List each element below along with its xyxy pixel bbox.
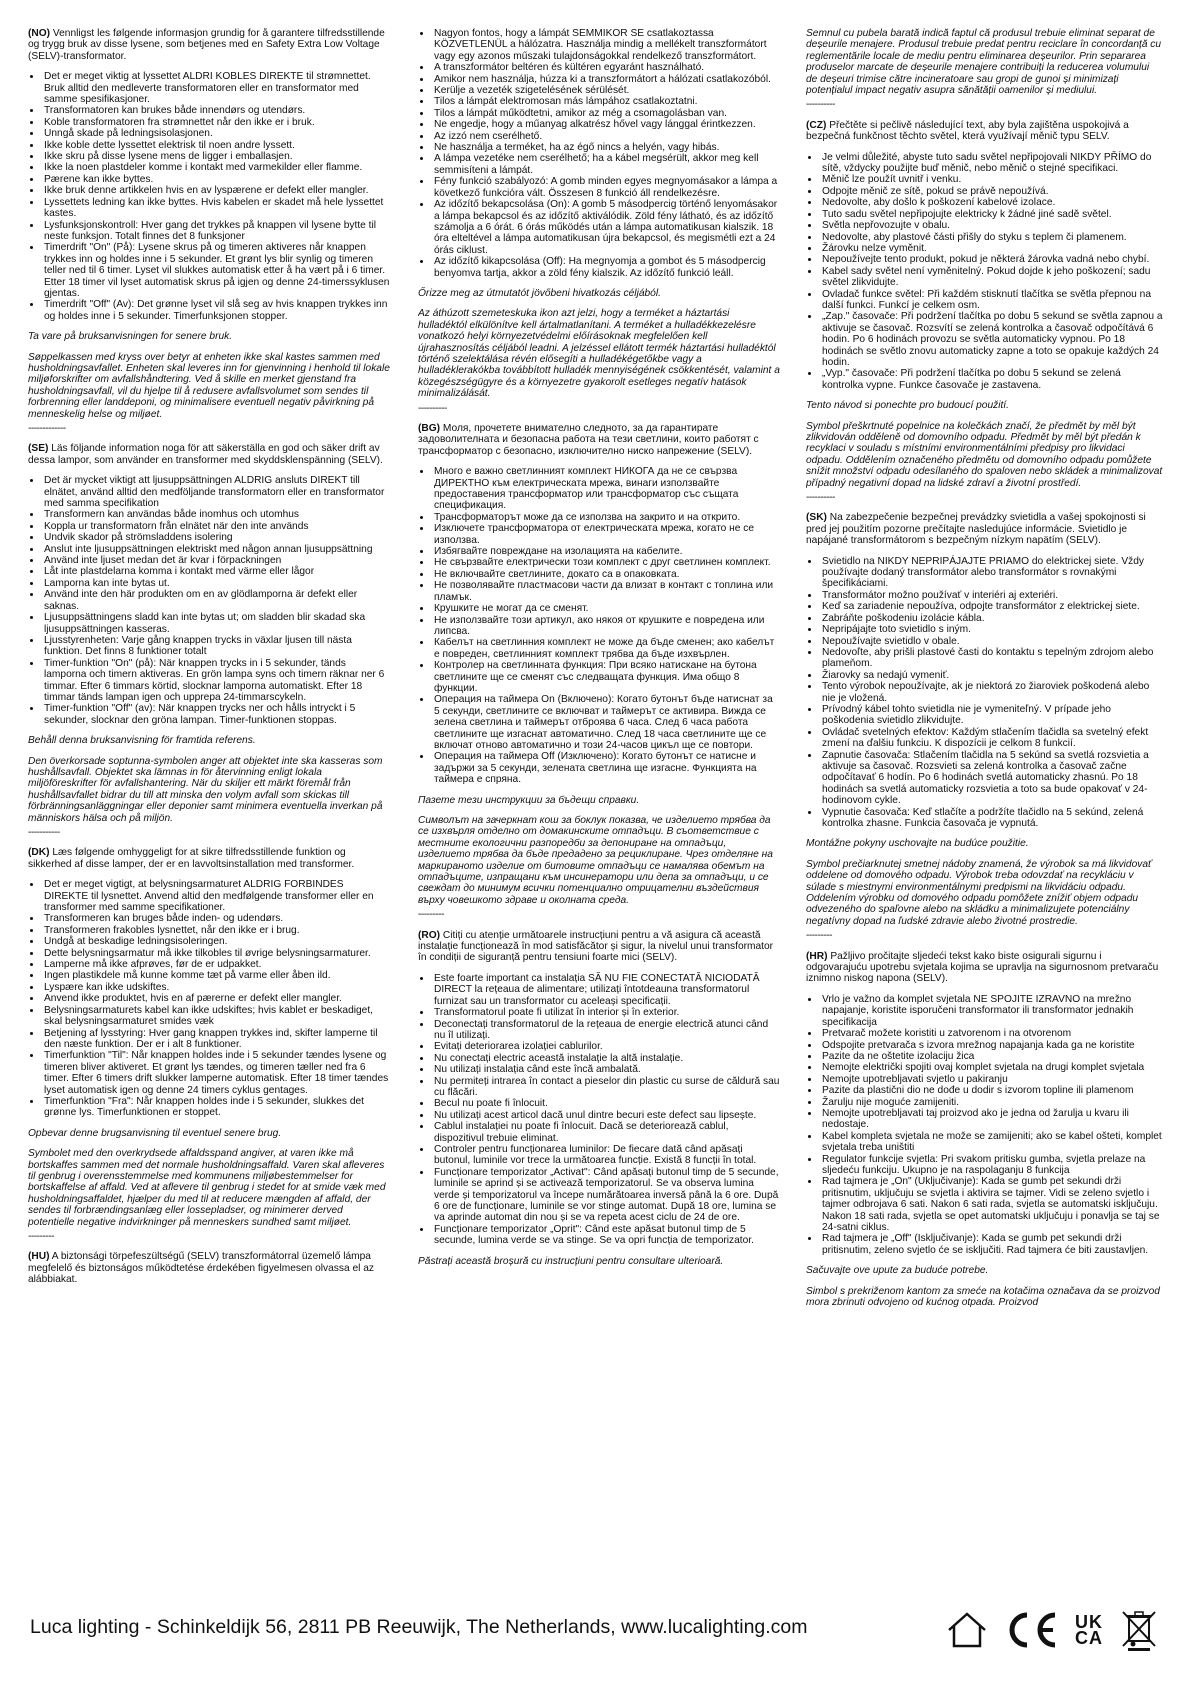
list-item: • Deconectați transformatorul de la rețeaua de energie electrică atunci când nu îl utilizați. bbox=[432, 1019, 780, 1042]
keep-instructions-note: Sačuvajte ove upute za buduće potrebe. bbox=[806, 1265, 989, 1277]
list-item: • Funcționare temporizator „Activat": Când apăsați butonul timp de 5 secunde, luminile se aprind și se activează temporizatorul. Se va observa lumina verde și temporizatorul va începe numărătoarea inversă până la 6 ore. După 6 ore de funcționare, luminile se vor stinge automat. După 18 ore, lumina se va aprinde automat din nou și se va repeta acest ciclu de 24 de ore. bbox=[432, 1167, 780, 1224]
disposal-symbol-text: Символът на зачеркнат кош за боклук показва, че изделието трябва да се изхвърля отделно от домакинските отпадъци. В съответствие с местните екологични разпоредби за депониране на отпадъци, изделието трябва да бъде предадено за рециклиране. Чрез отделяне на маркираното изделие от битовите отпадъци се намалява обемът на отпадъците, изпращани към инсинератори или депа за отпадъци, и се свеждат до минимум всички потенциално отрицателни въздействия върху човешкото здраве и околната среда. bbox=[418, 815, 773, 906]
list-item: • Nedovolte, aby došlo k poškození kabelové izolace. bbox=[820, 197, 1163, 208]
list-item: • Nu conectați electric această instalație la altă instalație. bbox=[432, 1053, 780, 1064]
list-item: • Timerfunktion "Til": Når knappen holdes inde i 5 sekunder tændes lysene og timeren bliver aktiveret. Et grønt lys tændes, og timeren tæller ned fra 6 timer. Efter 6 timers drift slukker lamperne automatisk. Efter 18 timer tændes lyset automatisk igen og denne 24 timers cyklus gentages. bbox=[42, 1050, 390, 1096]
column-2 bbox=[418, 28, 780, 1598]
list-item: • Не използвайте този артикул, ако някоя от крушките е повредена или липсва. bbox=[432, 615, 780, 638]
list-item: • Ne használja a terméket, ha az égő nincs a helyén, vagy hibás. bbox=[432, 142, 780, 153]
language-code: (SE) bbox=[28, 443, 49, 455]
list-item: • Rad tajmera je „Off" (Isključivanje): Kada se gumb pet sekundi drži pritisnutim, zeleno svjetlo će se isključiti. Rad tajmera će biti zaustavljen. bbox=[820, 1233, 1163, 1256]
disposal-symbol-text: Symbolet med den overkrydsede affaldsspand angiver, at varen ikke må bortskaffes sammen med det normale husholdningsaffald. Varen skal afleveres til genbrug i overensstemmelse med kommunens miljøbestemmelser for bortskaffelse af affald. Ved at aflevere til genbrug i stedet for at smide væk med husholdningsaffaldet, hjælper du med til at reducere mængden af affald, der sendes til forbrændingsanlæg eller lossepladser, og minimerer derved potentielle negative indvirkninger på menneskers sundhed samt miljøet. bbox=[28, 1148, 386, 1228]
instruction-list bbox=[28, 879, 390, 1119]
list-item: • Nepoužívejte tento produkt, pokud je některá žárovka vadná nebo chybí. bbox=[820, 254, 1163, 265]
keep-instructions-note: Пазете тези инструкции за бъдещи справки. bbox=[418, 794, 640, 806]
ukca-mark-icon bbox=[1075, 1614, 1103, 1646]
list-item: • Lyssettets ledning kan ikke byttes. Hvis kabelen er skadet må hele lyssettet kastes. bbox=[42, 197, 390, 220]
ukca-line-1: UK bbox=[1075, 1612, 1103, 1632]
list-item: • Ljusuppsättningens sladd kan inte bytas ut; om sladden blir skadad ska ljusuppsättningen kasseras. bbox=[42, 612, 390, 635]
list-item: • Pazite da ne oštetite izolaciju žica bbox=[820, 1051, 1163, 1062]
list-item: • Ikke skru på disse lysene mens de ligger i emballasjen. bbox=[42, 151, 390, 162]
list-item: • Det är mycket viktigt att ljusuppsättningen ALDRIG ansluts DIREKT till elnätet, använd alltid den medföljande transformatorn eller en transformator med samma specifikation bbox=[42, 475, 390, 509]
list-item: • Lysfunksjonskontroll: Hver gang det trykkes på knappen vil lysene bytte til neste funksjon. Totalt finnes det 8 funksjoner bbox=[42, 220, 390, 243]
keep-instructions-note: Tento návod si ponechte pro budoucí použití. bbox=[806, 400, 1009, 412]
keep-instructions-note: Őrizze meg az útmutatót jövőbeni hivatkozás céljából. bbox=[418, 287, 661, 299]
ukca-line-2: CA bbox=[1075, 1628, 1103, 1648]
section-separator: ------------- bbox=[28, 423, 66, 434]
section-intro bbox=[418, 423, 780, 457]
instruction-list bbox=[806, 994, 1163, 1256]
instruction-list bbox=[28, 71, 390, 322]
language-code: (SK) bbox=[806, 512, 827, 524]
instruction-list bbox=[806, 152, 1163, 392]
disposal-symbol-text: Den överkorsade soptunna-symbolen anger att objektet inte ska kasseras som hushållsavfall. Objektet ska lämnas in för återvinning enligt lokala miljöföreskrifter för avfallshantering. När du skiljer ett märkt föremål från hushållsavfallet bidrar du till att minska den volym avfall som skickas till förbränningsanläggningar eller deponier samt minimera eventuella inverkan på människors hälsa och på miljön. bbox=[28, 755, 383, 824]
language-code: (HR) bbox=[806, 950, 828, 962]
list-item: • Rad tajmera je „On" (Uključivanje): Kada se gumb pet sekundi drži pritisnutim, uključuju se svjetla i aktivira se tajmer. Vidi se zeleno svjetlo i tajmer odbrojava 6 sati. Nakon 6 sati rada, svjetla se automatski isključuju. Nakon 18 sati rada, svjetla se opet automatski uključuju i ponavlja se taj se 24-satni ciklus. bbox=[820, 1176, 1163, 1233]
list-item: • Крушките не могат да се сменят. bbox=[432, 603, 780, 614]
instruction-sheet bbox=[28, 28, 1163, 1598]
list-item: • Ne engedje, hogy a műanyag alkatrész hővel vagy lánggal érintkezzen. bbox=[432, 119, 780, 130]
section-separator: ---------- bbox=[418, 402, 447, 414]
list-item: • Lyspære kan ikke udskiftes. bbox=[42, 982, 390, 993]
list-item: • Amikor nem használja, húzza ki a transzformátort a hálózati csatlakozóból. bbox=[432, 74, 780, 85]
list-item: • A transzformátor beltéren és kültéren egyaránt használható. bbox=[432, 62, 780, 73]
list-item: • Ikke koble dette lyssettet elektrisk til noen andre lyssett. bbox=[42, 140, 390, 151]
intro-text: Vennligst les følgende informasjon grundig for å garantere tilfredsstillende og trygg bruk av disse lysene, som betjenes med en Safety Extra Low Voltage (SELV)-transformator. bbox=[28, 28, 385, 62]
list-item: • Žarulju nije moguće zamijeniti. bbox=[820, 1097, 1163, 1108]
list-item: • Pretvarač možete koristiti u zatvorenom i na otvorenom bbox=[820, 1028, 1163, 1039]
list-item: • Odpojte měnič ze sítě, pokud se právě nepoužívá. bbox=[820, 186, 1163, 197]
list-item: • Nagyon fontos, hogy a lámpát SEMMIKOR SE csatlakoztassa KÖZVETLENÜL a hálózatra. Használja mindig a mellékelt transzformátort vagy egy azonos műszaki tulajdonságokkal rendelkező transzformátort. bbox=[432, 28, 780, 62]
list-item: • Ikke bruk denne artikkelen hvis en av lyspærene er defekt eller mangler. bbox=[42, 185, 390, 196]
indoor-use-icon bbox=[945, 1610, 989, 1650]
list-item: • Svietidlo na NIKDY NEPRIPÁJAJTE PRIAMO do elektrickej siete. Vždy používajte dodaný transformátor alebo transformátor s rovnakými špecifikáciami. bbox=[820, 556, 1163, 590]
disposal-symbol-text: Symbol přeškrtnuté popelnice na kolečkách značí, že předmět by měl být zlikvidován odděleně od domovního odpadu. Předmět by měl být předán k recyklaci v souladu s místními environmentálními předpisy pro likvidaci odpadu. Oddělením označeného předmětu od domovního odpadu pomůžete snížit množství odpadu odesílaného do spaloven nebo skládek a minimalizovat případný negativní dopad na lidské zdraví a životní prostředí. bbox=[806, 420, 1163, 489]
list-item: • Не включвайте светлините, докато са в опаковката. bbox=[432, 569, 780, 580]
language-code: (HU) bbox=[28, 1251, 50, 1263]
list-item: • Belysningsarmaturets kabel kan ikke udskiftes; hvis kablet er beskadiget, skal belysningsarmaturet smides væk bbox=[42, 1005, 390, 1028]
list-item: • Det er meget vigtigt, at belysningsarmaturet ALDRIG FORBINDES DIREKTE til lysnettet. Anvend altid den medfølgende transformer eller en transformer med samme specifikationer. bbox=[42, 879, 390, 913]
section-intro bbox=[28, 847, 390, 870]
footer bbox=[30, 1608, 1165, 1648]
list-item: • Anvend ikke produktet, hvis en af pærerne er defekt eller mangler. bbox=[42, 993, 390, 1004]
list-item: • Tilos a lámpát működtetni, amikor az még a csomagolásban van. bbox=[432, 108, 780, 119]
intro-text: Моля, прочетете внимателно следното, за да гарантирате задоволителната и безопасна работа на тези светлини, които работят с трансформатор с безопасно, изключително ниско напрежение (SELV). bbox=[418, 423, 759, 457]
list-item: • Je velmi důležité, abyste tuto sadu světel nepřipojovali NIKDY PŘÍMO do sítě, vždycky použijte buď měnič, nebo měnič o stejné specifikaci. bbox=[820, 152, 1163, 175]
disposal-symbol-text: Simbol s prekriženom kantom za smeće na kotačima označava da se proizvod mora zbrinuti odvojeno od kućnog otpada. Proizvod bbox=[806, 1285, 1160, 1309]
instruction-list bbox=[418, 973, 780, 1247]
intro-text: A biztonsági törpefeszültségű (SELV) transzformátorral üzemelő lámpa megfelelő és biztonságos működtetése érdekében figyelmesen olvassa el az alábbiakat. bbox=[28, 1251, 375, 1286]
section-intro bbox=[806, 120, 1163, 143]
list-item: • Tilos a lámpát elektromosan más lámpához csatlakoztatni. bbox=[432, 96, 780, 107]
list-item: • Este foarte important ca instalația SĂ NU FIE CONECTATĂ NICIODATĂ DIRECT la rețeaua de alimentare; utilizați întotdeauna transformatorul furnizat sau un transformator cu aceleași specificații. bbox=[432, 973, 780, 1007]
language-code: (DK) bbox=[28, 847, 50, 859]
list-item: • Nu permiteți intrarea în contact a pieselor din plastic cu surse de căldură sau cu flăcări. bbox=[432, 1076, 780, 1099]
list-item: • Vypnutie časovača: Keď stlačíte a podržíte tlačidlo na 5 sekúnd, zelená kontrolka zhasne. Funkcia časovača je vypnutá. bbox=[820, 807, 1163, 830]
list-item: • Pazite da plastični dio ne dođe u dodir s izvorom topline ili plamenom bbox=[820, 1085, 1163, 1096]
list-item: • Fény funkció szabályozó: A gomb minden egyes megnyomásakor a lámpa a következő funkcióra vált. Összesen 8 funkció áll rendelkezésre. bbox=[432, 176, 780, 199]
section-intro bbox=[418, 930, 780, 964]
list-item: • Světla nepřovozujte v obalu. bbox=[820, 220, 1163, 231]
list-item: • Timer-funktion "Off" (av): När knappen trycks ner och hålls intryckt i 5 sekunder, slocknar den gröna lampan. Timer-funktionen stoppas. bbox=[42, 703, 390, 726]
intro-text: Läs följande information noga för att säkerställa en god och säker drift av dessa lampor, som använder en transformer med skyddsklenspänning (SELV). bbox=[28, 443, 383, 466]
intro-text: Citiți cu atenție următoarele instrucțiuni pentru a vă asigura că această instalație funcționează în mod satisfăcător și sigur, la nivelul unui transformator în condiții de siguranță pentru tensiuni foarte mici (SELV). bbox=[418, 929, 774, 964]
list-item: • Transformátor možno používať v interiéri aj exteriéri. bbox=[820, 590, 1163, 601]
list-item: • Kabel kompleta svjetala ne može se zamijeniti; ako se kabel ošteti, komplet svjetala treba uništiti bbox=[820, 1131, 1163, 1154]
list-item: • Tuto sadu světel nepřipojujte elektricky k žádné jiné sadě světel. bbox=[820, 209, 1163, 220]
list-item: • Žárovku nelze vyměnit. bbox=[820, 243, 1163, 254]
list-item: • Keď sa zariadenie nepoužíva, odpojte transformátor z elektrickej siete. bbox=[820, 601, 1163, 612]
list-item: • Lamperne må ikke afprøves, før de er udpakket. bbox=[42, 959, 390, 970]
section-separator: ----------- bbox=[28, 827, 60, 838]
list-item: • Koppla ur transformatorn från elnätet när den inte används bbox=[42, 521, 390, 532]
disposal-symbol-text: Symbol prečiarknutej smetnej nádoby znamená, že výrobok sa má likvidovať oddelene od domového odpadu. Výrobok treba odovzdať na recykláciu v súlade s miestnymi environmentálnymi predpismi na likvidáciu odpadu. Oddelením výrobku od domového odpadu pomôžete znížiť objem odpadu odvezeného do spaľovne alebo na skládku a minimalizujete potenciálny negatívny dopad na ľudské zdravie alebo životné prostredie. bbox=[806, 858, 1152, 927]
section-separator: ---------- bbox=[806, 99, 835, 111]
intro-text: Pažljivo pročitajte sljedeći tekst kako biste osigurali sigurnu i odgovarajuću upotrebu svjetala kojima se upravlja na sigurnosnom pretvaraču iznimno niskog napona (SELV). bbox=[806, 950, 1159, 985]
list-item: • Nu utilizați acest articol dacă unul dintre becuri este defect sau lipsește. bbox=[432, 1110, 780, 1121]
instruction-list bbox=[418, 28, 780, 279]
list-item: • „Zap." časovače: Při podržení tlačítka po dobu 5 sekund se světla zapnou a aktivuje se časovač. Rozsvítí se zelená kontrolka a časovač odpočítává 6 hodin. Po 6 hodinách provozu se světla automaticky vypnou. Po 18 hodinách se světlo znovu automaticky zapne a toto se opakuje každých 24 hodin. bbox=[820, 311, 1163, 368]
list-item: • Pærene kan ikke byttes. bbox=[42, 174, 390, 185]
list-item: • Lamporna kan inte bytas ut. bbox=[42, 578, 390, 589]
list-item: • Odspojite pretvarača s izvora mrežnog napajanja kada ga ne koristite bbox=[820, 1040, 1163, 1051]
list-item: • Ovládač svetelných efektov: Každým stlačením tlačidla sa svetelný efekt zmení na ďalšiu funkciu. K dispozícii je celkom 8 funkcií. bbox=[820, 727, 1163, 750]
section-intro bbox=[806, 951, 1163, 985]
column-3 bbox=[806, 28, 1163, 1598]
list-item: • Undgå at beskadige ledningsisoleringen. bbox=[42, 936, 390, 947]
keep-instructions-note: Montážne pokyny uschovajte na budúce použitie. bbox=[806, 838, 1029, 850]
language-code: (NO) bbox=[28, 28, 51, 39]
list-item: • Betjening af lysstyring: Hver gang knappen trykkes ind, skifter lamperne til den næste funktion. Der er i alt 8 funktioner. bbox=[42, 1028, 390, 1051]
keep-instructions-note: Ta vare på bruksanvisningen for senere bruk. bbox=[28, 331, 233, 343]
section-separator: ---------- bbox=[806, 492, 835, 504]
list-item: • Nedovoľte, aby prišli plastové časti do kontaktu s tepelným zdrojom alebo plameňom. bbox=[820, 647, 1163, 670]
list-item: • Měnič lze použít uvnitř i venku. bbox=[820, 174, 1163, 185]
keep-instructions-note: Behåll denna bruksanvisning för framtida referens. bbox=[28, 735, 256, 747]
list-item: • Evitați deteriorarea izolației cablurilor. bbox=[432, 1041, 780, 1052]
list-item: • Det er meget viktig at lyssettet ALDRI KOBLES DIREKTE til strømnettet. Bruk alltid den medleverte transformatoren eller en transformator med samme spesifikasjoner. bbox=[42, 71, 390, 105]
list-item: • Tento výrobok nepoužívajte, ak je niektorá zo žiaroviek poškodená alebo nie je vložená. bbox=[820, 681, 1163, 704]
keep-instructions-note: Păstrați această broșură cu instrucțiuni pentru consultare ulterioară. bbox=[418, 1255, 724, 1267]
section-intro bbox=[28, 443, 390, 466]
language-code: (CZ) bbox=[806, 119, 827, 131]
list-item: • Unngå skade på ledningsisolasjonen. bbox=[42, 128, 390, 139]
list-item: • Ljusstyrenheten: Varje gång knappen trycks in växlar ljusen till nästa funktion. Det finns 8 funktioner totalt bbox=[42, 635, 390, 658]
list-item: • Transformatoren kan brukes både innendørs og utendørs. bbox=[42, 105, 390, 116]
list-item: • Изключете трансформатора от електрическата мрежа, когато не се използва. bbox=[432, 523, 780, 546]
list-item: • Använd inte ljuset medan det är kvar i förpackningen bbox=[42, 555, 390, 566]
section-intro bbox=[28, 1251, 390, 1285]
list-item: • Zapnutie časovača: Stlačením tlačidla na 5 sekúnd sa svetlá rozsvietia a aktivuje sa časovač. Rozsvieti sa zelená kontrolka a časovač začne odpočítavať 6 hodín. Po 6 hodinách svetlá automaticky zhasnú. Po 18 hodinách sa svetlá automaticky rozsvietia a toto sa bude opakovať v 24-hodinovom cykle. bbox=[820, 750, 1163, 807]
section-separator: --------- bbox=[806, 930, 833, 942]
list-item: • Операция на таймера On (Включено): Когато бутонът бъде натиснат за 5 секунди, светлините се включват и таймерът се активира. Вижда се зелена светлина и таймерът отброява 6 часа. След 6 часа работа светлините ще изгаснат автоматично. След 18 часа светлините ще се включат отново автоматично и този 24-часов цикъл ще се повтори. bbox=[432, 694, 780, 751]
instruction-list bbox=[806, 556, 1163, 830]
section-separator: --------- bbox=[418, 909, 445, 921]
disposal-symbol-text: Az áthúzott szemeteskuka ikon azt jelzi, hogy a terméket a háztartási hulladéktól elkülönítve kell ártalmatlanítani. A terméket a hulladékkezelésre vonatkozó helyi környezetvédelmi előírásoknak megfelelően kell újrahasznosítás céljából leadni. A jelzéssel ellátott termék háztartási hulladéktól történő szelektálása révén elősegíti a hulladékégetőkbe vagy a hulladéklerakókba továbbított hulladék mennyiségének csökkentését, valamint a közegészségügyre és a környezetre gyakorolt esetleges negatív hatások minimalizálását. bbox=[418, 308, 780, 400]
list-item: • Använd inte den här produkten om en av glödlamporna är defekt eller saknas. bbox=[42, 589, 390, 612]
list-item: • A lámpa vezetéke nem cserélhető; ha a kábel megsérült, akkor meg kell semmisíteni a lámpát. bbox=[432, 153, 780, 176]
list-item: • Nepoužívajte svietidlo v obale. bbox=[820, 636, 1163, 647]
disposal-symbol-text: Søppelkassen med kryss over betyr at enheten ikke skal kastes sammen med husholdningsavfallet. Enheten skal leveres inn for gjenvinning i henhold til lokale miljøforskrifter om avfallshåndtering. Ved å skille en merket gjenstand fra husholdningsavfall, vil du hjelpe til å redusere avfallsvolumet som sendes til forbrenning eller landdeponi, og minimalisere eventuell negativ påvirkning på menneskelig helse og miljøet. bbox=[28, 351, 390, 420]
disposal-symbol-text: Semnul cu pubela barată indică faptul că produsul trebuie eliminat separat de deșeurile menajere. Produsul trebuie predat pentru reciclare în concordanță cu reglementările locale de mediu pentru eliminarea deșeurilor. Prin separarea produselor marcate de deșeurile menajere contribuiți la reducerea volumului de deșeuri trimise către incineratoare sau gropi de gunoi și minimizați potențialul impact negativ asupra sănătății oamenilor și mediului. bbox=[806, 28, 1162, 97]
instruction-list bbox=[418, 466, 780, 785]
list-item: • Cablul instalației nu poate fi înlocuit. Dacă se deteriorează cablul, dispozitivul trebuie eliminat. bbox=[432, 1121, 780, 1144]
list-item: • Ovladač funkce světel: Při každém stisknutí tlačítka se světla přepnou na další funkci. Funkcí je celkem osm. bbox=[820, 289, 1163, 312]
list-item: • Трансформаторът може да се използва на закрито и на открито. bbox=[432, 512, 780, 523]
list-item: • Regulator funkcije svjetla: Pri svakom pritisku gumba, svjetla prelaze na sljedeću funkciju. Ukupno je na raspolaganju 8 funkcija bbox=[820, 1154, 1163, 1177]
list-item: • Timerfunktion "Fra": Når knappen holdes inde i 5 sekunder, slukkes det grønne lys. Timerfunktionen er stoppet. bbox=[42, 1096, 390, 1119]
keep-instructions-note: Opbevar denne brugsanvisning til eventuel senere brug. bbox=[28, 1127, 282, 1139]
column-1 bbox=[28, 28, 390, 1598]
list-item: • Koble transformatoren fra strømnettet når den ikke er i bruk. bbox=[42, 117, 390, 128]
list-item: • Nedovolte, aby plastové části přišly do styku s teplem či plamenem. bbox=[820, 232, 1163, 243]
list-item: • Žiarovky sa nedajú vymeniť. bbox=[820, 670, 1163, 681]
list-item: • Transformatorul poate fi utilizat în interior și în exterior. bbox=[432, 1007, 780, 1018]
list-item: • Nemojte upotrebljavati svjetlo u pakiranju bbox=[820, 1074, 1163, 1085]
list-item: • Timerdrift "On" (På): Lysene skrus på og timeren aktiveres når knappen trykkes inn og holdes inne i 5 sekunder. Et grønt lys blir synlig og timeren teller ned til 6 timer. Lyset vil slukkes automatisk etter å ha vært på i 6 timer. Etter 18 timer vil lyset automatisk skrus på igjen og denne 24-timerssyklusen gjentas. bbox=[42, 242, 390, 299]
certification-marks bbox=[945, 1608, 1159, 1652]
list-item: • Funcționare temporizator „Oprit": Când este apăsat butonul timp de 5 secunde, lumina verde se va stinge. Se va opri funcția de temporizator. bbox=[432, 1224, 780, 1247]
list-item: • Kabel sady světel není vyměnitelný. Pokud dojde k jeho poškození; sadu světel zlikvidujte. bbox=[820, 266, 1163, 289]
section-intro bbox=[806, 512, 1163, 546]
list-item: • Избягвайте повреждане на изолацията на кабелите. bbox=[432, 546, 780, 557]
list-item: • Операция на таймера Off (Изключено): Когато бутонът се натисне и задържи за 5 секунди, зелената светлина ще изгасне. Функцията на таймера е спряна. bbox=[432, 751, 780, 785]
list-item: • Anslut inte ljusuppsättningen elektriskt med någon annan ljusuppsättning bbox=[42, 544, 390, 555]
list-item: • Az időzítő kikapcsolása (Off): Ha megnyomja a gombot és 5 másodpercig benyomva tartja, akkor a zöld fény kialszik. Az időzítő funkció leáll. bbox=[432, 256, 780, 279]
list-item: • Не позволявайте пластмасови части да влизат в контакт с топлина или пламък. bbox=[432, 580, 780, 603]
list-item: • Controler pentru funcționarea luminilor: De fiecare dată când apăsați butonul, luminile vor trece la următoarea funcție. Există 8 funcții în total. bbox=[432, 1144, 780, 1167]
section-intro bbox=[28, 28, 390, 62]
list-item: • Nemojte električki spojiti ovaj komplet svjetala na drugi komplet svjetala bbox=[820, 1062, 1163, 1073]
intro-text: Læs følgende omhyggeligt for at sikre tilfredsstillende funktion og sikkerhed af disse lamper, der er en lavvoltsinstallation med transformer. bbox=[28, 847, 355, 870]
list-item: • Transformeren kan bruges både inden- og udendørs. bbox=[42, 913, 390, 924]
list-item: • Контролер на светлинната функция: При всяко натискане на бутона светлините ще се сменят със следващата функция. Има общо 8 функции. bbox=[432, 660, 780, 694]
list-item: • Nepripájajte toto svietidlo s iným. bbox=[820, 624, 1163, 635]
language-code: (RO) bbox=[418, 929, 441, 941]
list-item: • Timer-funktion "On" (på): När knappen trycks in i 5 sekunder, tänds lamporna och timern aktiveras. En grön lampa syns och timern räknar ner 6 timmar. Efter 6 timmars körtid, slocknar lamporna automatiskt. Efter 18 timmar tänds lampan igen och upprepa 24-timmarscykeln. bbox=[42, 658, 390, 704]
list-item: • Transformern kan användas både inomhus och utomhus bbox=[42, 509, 390, 520]
list-item: • „Vyp." časovače: Při podržení tlačítka po dobu 5 sekund se zelená kontrolka vypne. Funkce časovače je zastavena. bbox=[820, 368, 1163, 391]
list-item: • Не свързвайте електрически този комплект с друг светлинен комплект. bbox=[432, 557, 780, 568]
list-item: • Prívodný kábel tohto svietidla nie je vymeniteľný. V prípade jeho poškodenia svietidlo zlikvidujte. bbox=[820, 704, 1163, 727]
ce-mark-icon bbox=[1005, 1610, 1059, 1650]
list-item: • Nu utilizați instalația când este încă ambalată. bbox=[432, 1064, 780, 1075]
list-item: • Dette belysningsarmatur må ikke tilkobles til øvrige belysningsarmaturer. bbox=[42, 948, 390, 959]
list-item: • Ikke la noen plastdeler komme i kontakt med varmekilder eller flamme. bbox=[42, 162, 390, 173]
list-item: • Vrlo je važno da komplet svjetala NE SPOJITE IZRAVNO na mrežno napajanje, koristite isporučeni transformator ili transformator jednakih specifikacija bbox=[820, 994, 1163, 1028]
list-item: • Ingen plastikdele må kunne komme tæt på varme eller åben ild. bbox=[42, 970, 390, 981]
list-item: • Timerdrift "Off" (Av): Det grønne lyset vil slå seg av hvis knappen trykkes inn og holdes inne i 5 sekunder. Timerfunksjonen stopper. bbox=[42, 299, 390, 322]
list-item: • Nemojte upotrebljavati taj proizvod ako je jedna od žarulja u kvaru ili nedostaje. bbox=[820, 1108, 1163, 1131]
list-item: • Transformeren frakobles lysnettet, når den ikke er i brug. bbox=[42, 925, 390, 936]
company-address: Luca lighting - Schinkeldijk 56, 2811 PB Reeuwijk, The Netherlands, www.lucalighting.com bbox=[30, 1616, 808, 1638]
list-item: • Låt inte plastdelarna komma i kontakt med värme eller lågor bbox=[42, 566, 390, 577]
weee-crossed-bin-icon bbox=[1119, 1608, 1159, 1652]
list-item: • Undvik skador på strömsladdens isolering bbox=[42, 532, 390, 543]
intro-text: Na zabezpečenie bezpečnej prevádzky svietidla a vašej spokojnosti si pred jej použitím pozorne prečítajte nasledujúce informácie. Svietidlo je napájané transformátorom s bezpečným nízkym napätím (SELV). bbox=[806, 512, 1146, 547]
instruction-list bbox=[28, 475, 390, 726]
intro-text: Přečtěte si pečlivě následující text, aby byla zajištěna uspokojivá a bezpečná funkčnost těchto světel, která využívají měnič typu SELV. bbox=[806, 119, 1129, 143]
language-code: (BG) bbox=[418, 423, 441, 434]
list-item: • Кабелът на светлинния комплект не може да бъде сменен; ако кабелът е повреден, светлинният комплект трябва да бъде изхвърлен. bbox=[432, 637, 780, 660]
list-item: • Много е важно светлинният комплект НИКОГА да не се свързва ДИРЕКТНО към електрическата мрежа, винаги използвайте предоставения трансформатор или трансформатор със същата спецификация. bbox=[432, 466, 780, 512]
list-item: • Az időzítő bekapcsolása (On): A gomb 5 másodpercig történő lenyomásakor a lámpa bekapcsol és az időzítő aktiválódik. Zöld fény látható, és az időzítő számolja a 6 órát. 6 órás működés után a lámpa automatikusan kialszik. 18 óra elteltével a lámpa automatikusan újra bekapcsol, és megismétli ezt a 24 órás ciklust. bbox=[432, 199, 780, 256]
list-item: • Az izzó nem cserélhető. bbox=[432, 131, 780, 142]
list-item: • Kerülje a vezeték szigetelésének sérülését. bbox=[432, 85, 780, 96]
section-separator: --------- bbox=[28, 1231, 55, 1242]
list-item: • Zabráňte poškodeniu izolácie kábla. bbox=[820, 613, 1163, 624]
list-item: • Becul nu poate fi înlocuit. bbox=[432, 1098, 780, 1109]
